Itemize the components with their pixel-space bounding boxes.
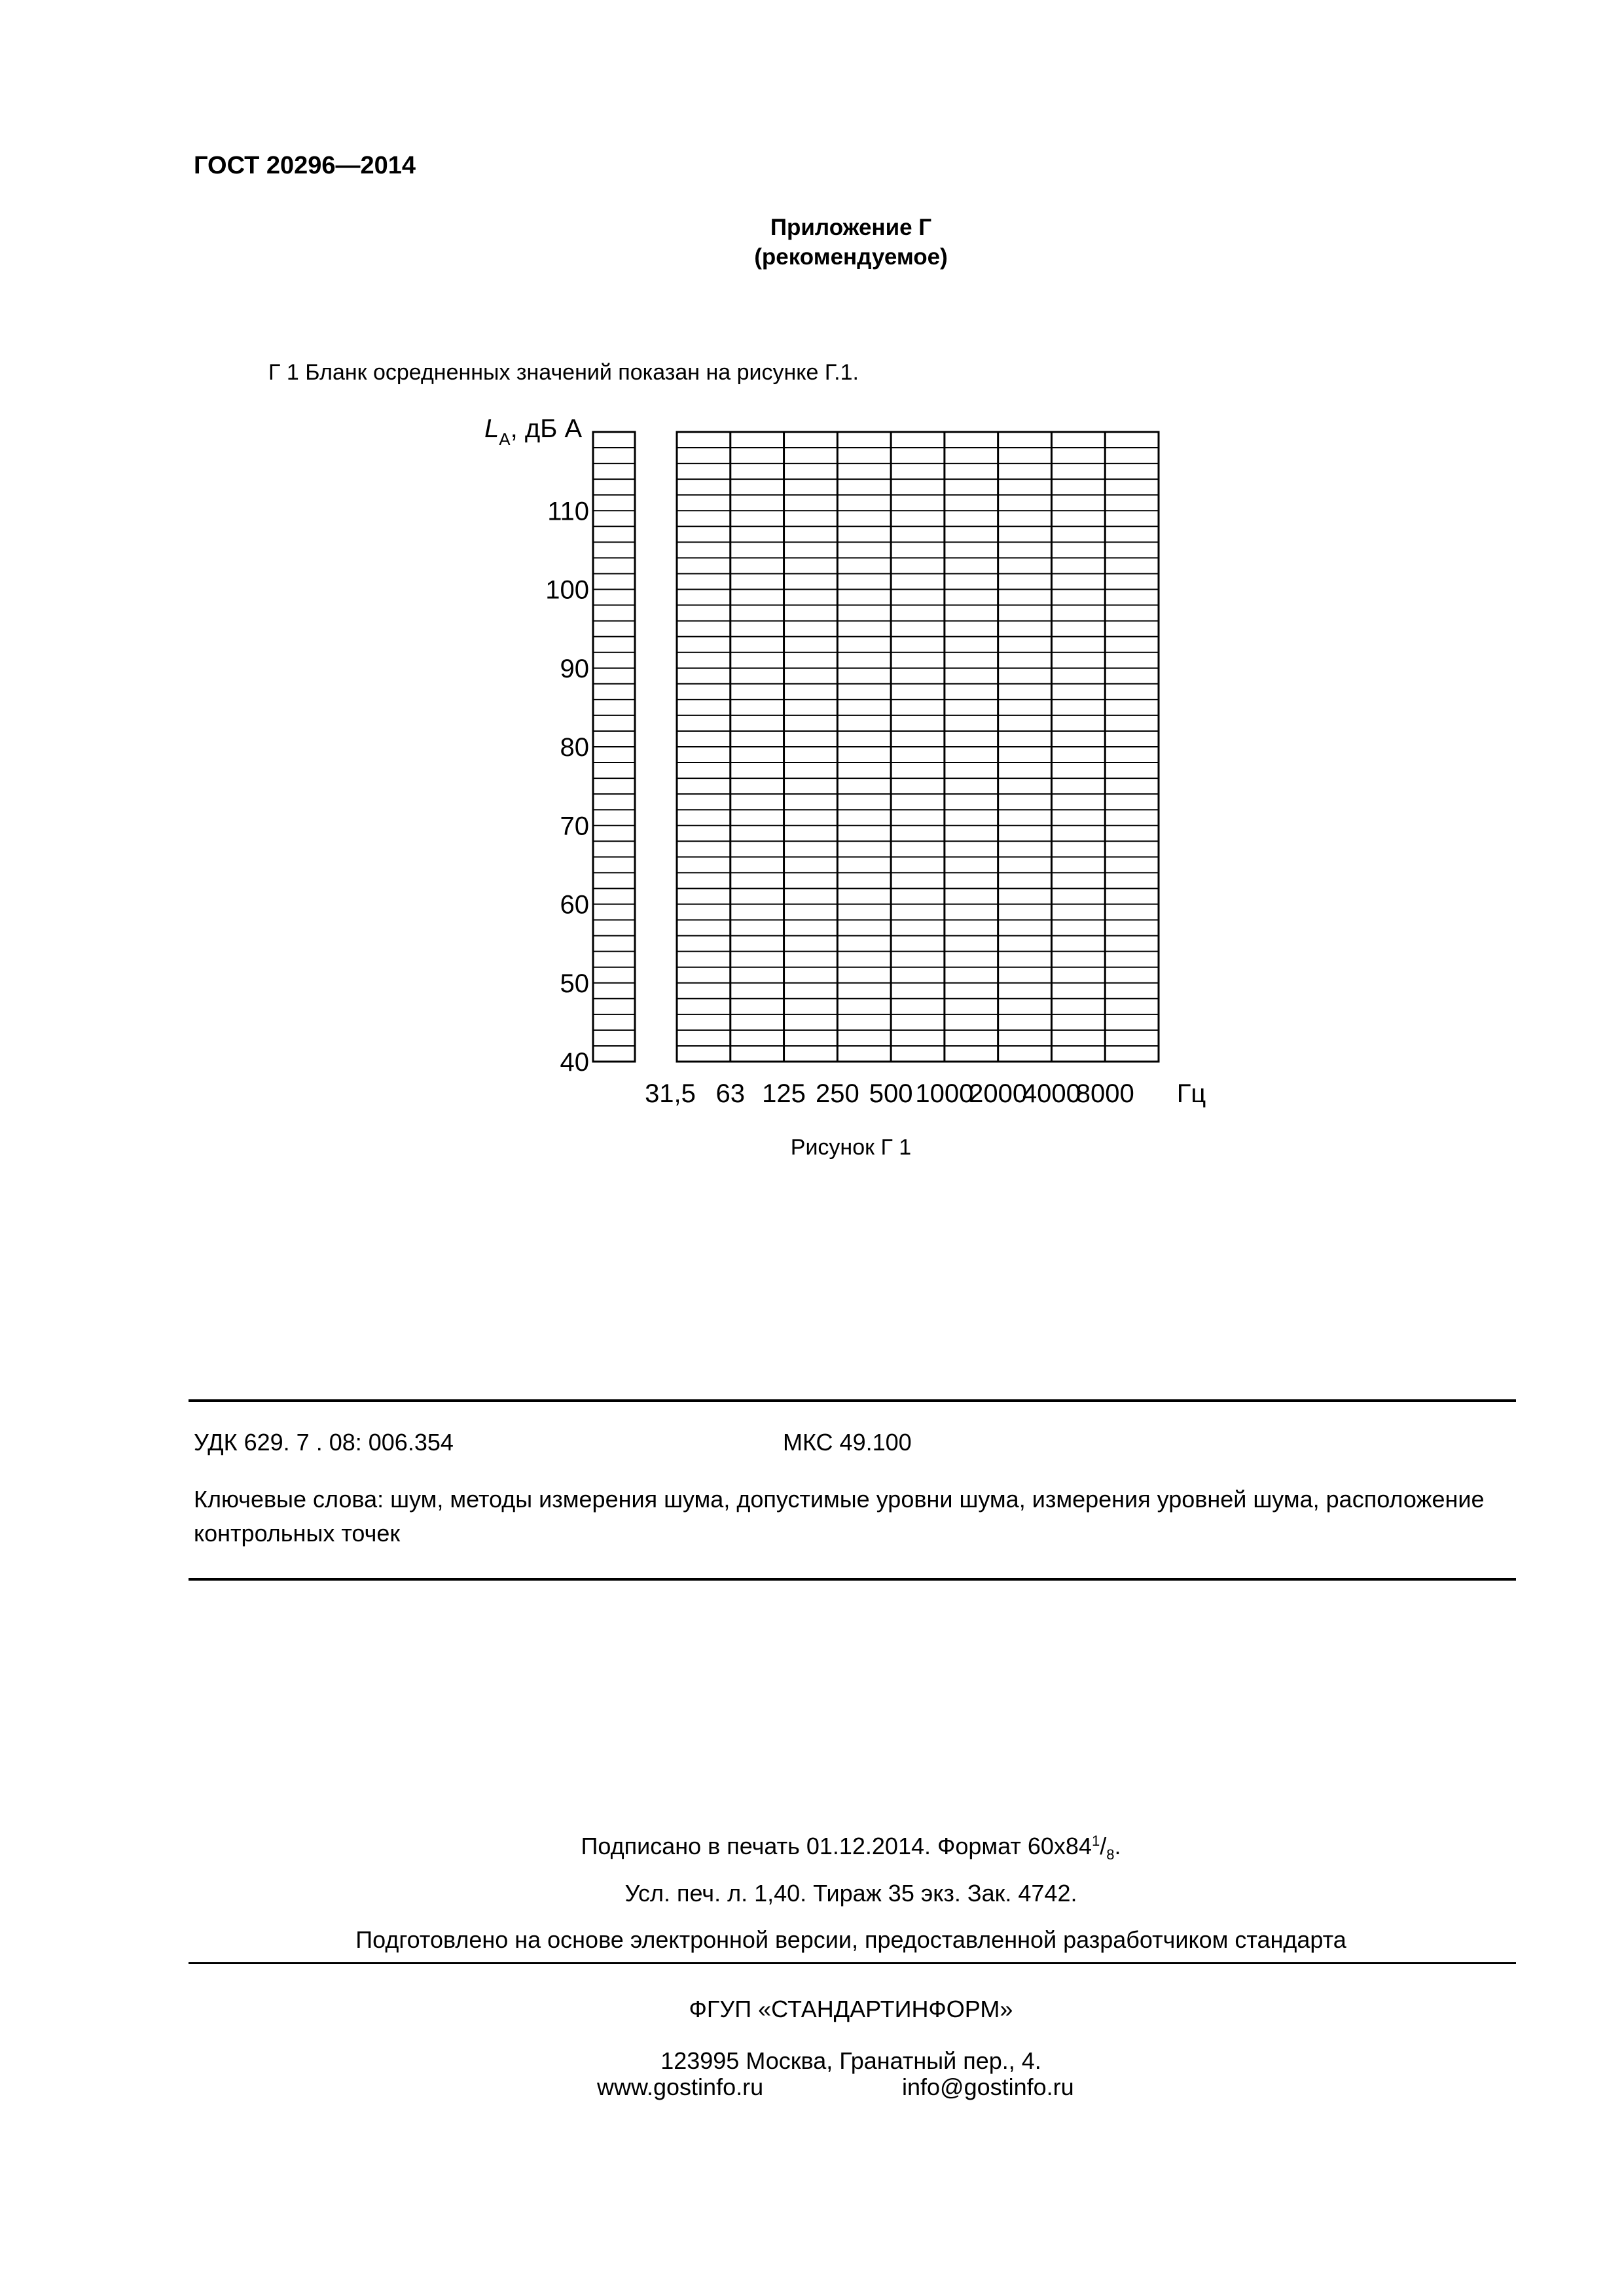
- y-tick-label: 70: [560, 812, 589, 841]
- publisher-name: ФГУП «СТАНДАРТИНФОРМ»: [689, 1996, 1013, 2022]
- x-tick-label: 500: [869, 1079, 913, 1108]
- x-tick-label: 31,5: [645, 1079, 696, 1108]
- x-tick-label: 8000: [1075, 1079, 1134, 1108]
- x-tick-label: 63: [715, 1079, 746, 1108]
- y-tick-label: 90: [560, 654, 589, 683]
- x-tick-label: 2000: [969, 1079, 1028, 1108]
- signed-line: Подписано в печать 01.12.2014. Формат $60x84^1/_8$.: [581, 1833, 1121, 1863]
- document-id: ГОСТ 20296—2014: [194, 152, 416, 179]
- imprint-divider: [189, 1962, 1516, 1964]
- x-axis-unit: Гц: [1176, 1079, 1206, 1108]
- x-tick-label: 250: [815, 1079, 859, 1108]
- y-tick-label: 40: [560, 1048, 589, 1077]
- y-axis-title: [484, 414, 583, 449]
- bottom-divider: [189, 1578, 1516, 1581]
- signed-text: Подписано в печать 01.12.2014. Формат 60x84: [581, 1833, 1092, 1859]
- keywords: Ключевые слова: шум, методы измерения шума, допустимые уровни шума, измерения уровней шума, расположение контрольных точек: [194, 1486, 1485, 1547]
- y-tick-label: 110: [547, 497, 589, 526]
- format-denominator: 8: [1106, 1846, 1115, 1863]
- y-axis-symbol-sub: A: [499, 429, 511, 449]
- intro-paragraph: Г 1 Бланк осредненных значений показан на рисунке Г.1.: [268, 360, 859, 385]
- prepared-note: Подготовлено на основе электронной версии, предоставленной разработчиком стандарта: [355, 1926, 1346, 1953]
- annex-title: Приложение Г: [770, 215, 932, 240]
- website-link[interactable]: www.gostinfo.ru: [597, 2073, 764, 2100]
- annex-type: (рекомендуемое): [754, 244, 948, 270]
- noise-level-blank-chart: [458, 406, 1231, 1113]
- udk-code: УДК 629. 7 . 08: 006.354: [194, 1429, 454, 1456]
- publisher-address: 123995 Москва, Гранатный пер., 4.: [660, 2047, 1041, 2074]
- print-info: Усл. печ. л. 1,40. Тираж 35 экз. Зак. 4742.: [624, 1880, 1077, 1907]
- level-scale-strip: [593, 432, 635, 1062]
- x-tick-label: 125: [762, 1079, 806, 1108]
- x-tick-label: 1000: [915, 1079, 974, 1108]
- figure-caption: Рисунок Г 1: [790, 1135, 912, 1160]
- email-link[interactable]: info@gostinfo.ru: [902, 2073, 1074, 2100]
- y-axis-symbol: L: [484, 414, 499, 443]
- y-axis-unit: , дБ А: [510, 414, 583, 443]
- mks-code: МКС 49.100: [783, 1429, 912, 1456]
- y-tick-label: 60: [560, 890, 589, 920]
- y-tick-label: 80: [560, 733, 589, 762]
- spectrum-grid: [677, 432, 1159, 1062]
- x-tick-labels: [645, 1079, 1206, 1108]
- y-tick-label: 100: [545, 575, 589, 605]
- top-divider: [189, 1399, 1516, 1402]
- y-tick-label: 50: [560, 969, 589, 998]
- y-tick-labels: [545, 497, 589, 1077]
- x-tick-label: 4000: [1022, 1079, 1081, 1108]
- format-numerator: 1: [1091, 1833, 1100, 1849]
- svg-text:LA, дБ А: [484, 414, 583, 449]
